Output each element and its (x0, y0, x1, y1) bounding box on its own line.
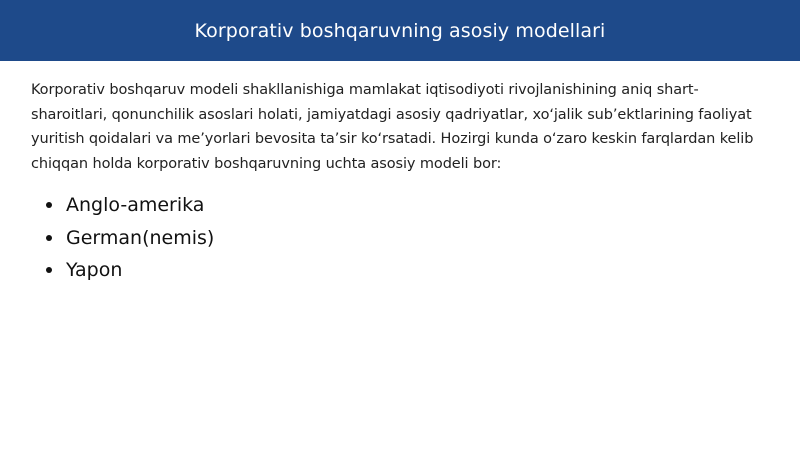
list-item-label: Anglo-amerika (66, 194, 205, 217)
slide-title: Korporativ boshqaruvning asosiy modellari (194, 19, 606, 42)
list-item (46, 254, 214, 287)
slide-body (31, 78, 774, 176)
bullet-icon (46, 202, 52, 208)
list-item-label: German(nemis) (66, 226, 215, 249)
list-item (46, 222, 214, 255)
title-bar (0, 0, 800, 61)
bullet-icon (46, 267, 52, 273)
list-item-label: Yapon (66, 259, 123, 282)
intro-paragraph: Korporativ boshqaruv modeli shakllanishiga mamlakat iqtisodiyoti rivojlanishining aniq shart-sharoitlari, qonunchilik asoslari holati, jamiyatdagi asosiy qadriyatlar, xo‘jalik sub’ektlarining faoliyat yuritish qoidalari va me’yorlari bevosita ta’sir ko‘rsatadi. Hozirgi kunda o‘zaro keskin farqlardan kelib chiqqan holda korporativ boshqaruvning uchta asosiy modeli bor: (31, 82, 754, 172)
bullet-icon (46, 235, 52, 241)
model-list (46, 189, 214, 287)
list-item (46, 189, 214, 222)
